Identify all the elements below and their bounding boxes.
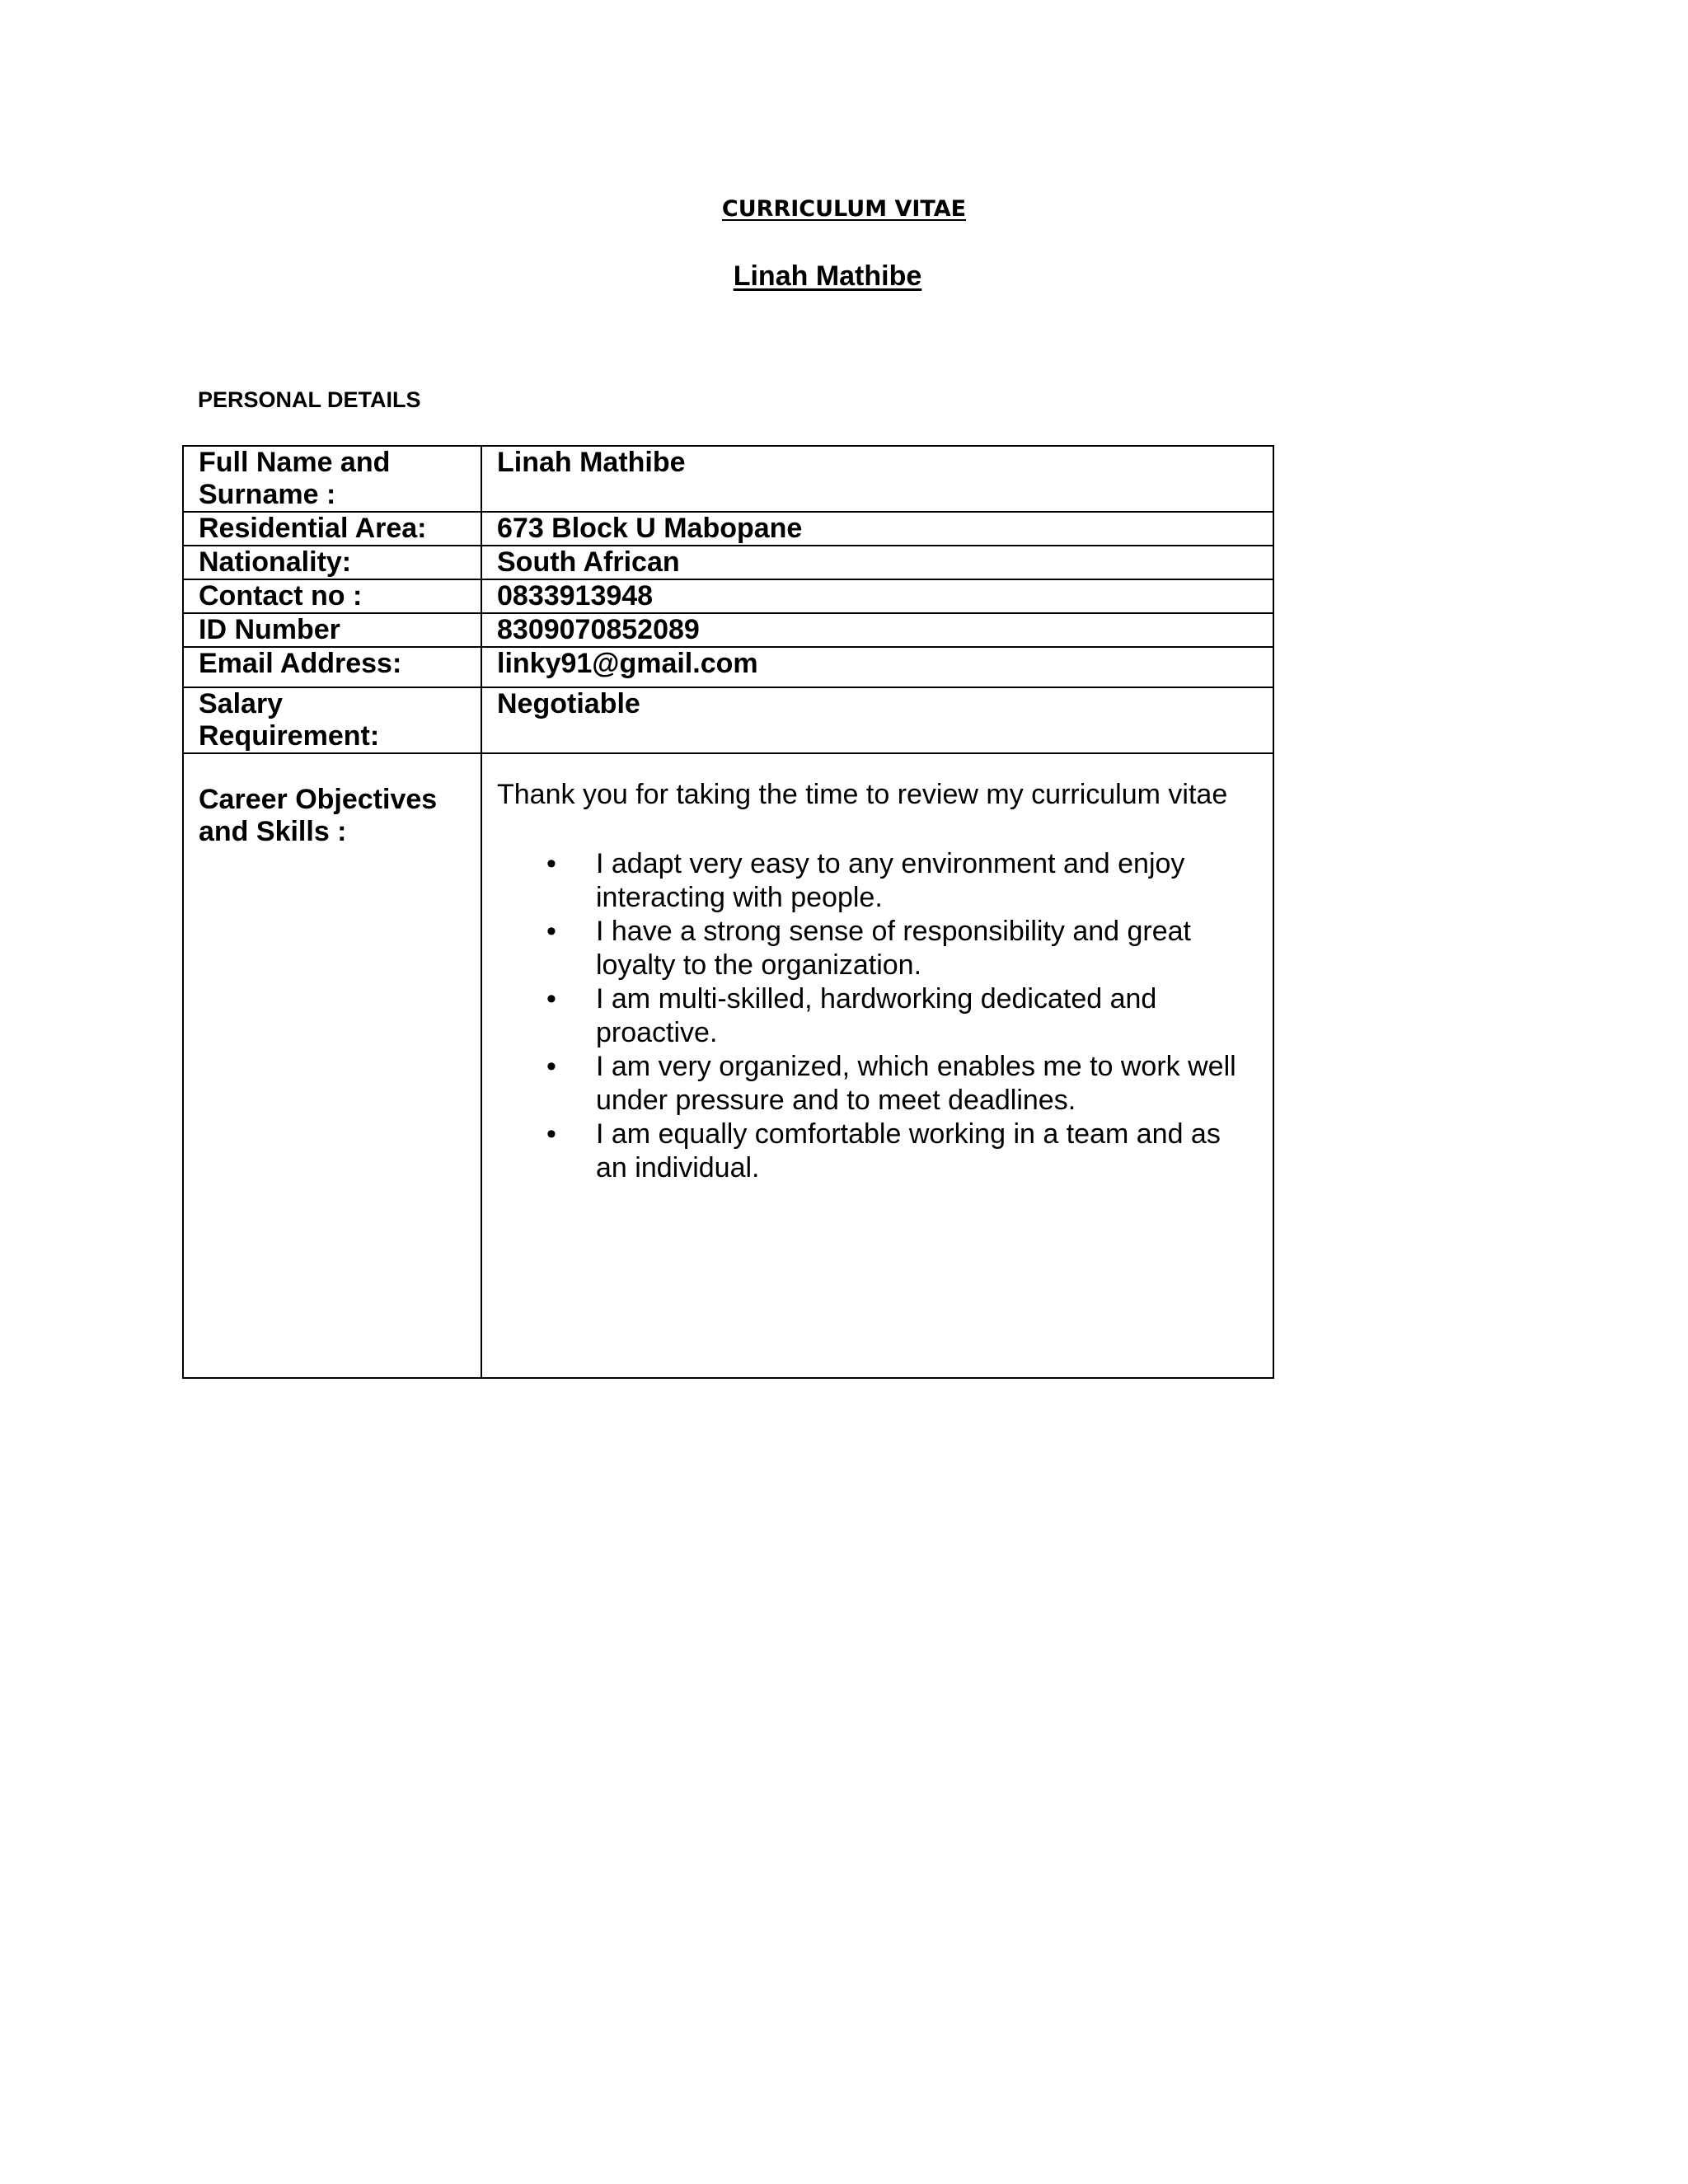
table-row xyxy=(183,613,1273,647)
skill-text: I adapt very easy to any environment and enjoy interacting with people. xyxy=(596,848,1185,913)
row-label-full-name: Full Name and Surname : xyxy=(183,446,481,512)
table-row xyxy=(183,647,1273,687)
personal-details-heading: PERSONAL DETAILS xyxy=(198,387,421,412)
table-row xyxy=(183,512,1273,546)
career-label-cell xyxy=(183,753,481,1378)
career-objectives-label: Career Objectives and Skills : xyxy=(199,784,438,847)
skill-text: I am multi-skilled, hardworking dedicated and proactive. xyxy=(596,983,1157,1048)
list-item xyxy=(497,1050,1259,1118)
list-item xyxy=(497,847,1259,915)
personal-details-table xyxy=(182,445,1274,1379)
row-value-nationality: South African xyxy=(481,546,1273,579)
row-value-full-name: Linah Mathibe xyxy=(481,446,1273,512)
bullet-icon: • xyxy=(546,1118,556,1150)
table-row xyxy=(183,446,1273,512)
career-content-cell xyxy=(481,753,1273,1378)
table-row xyxy=(183,546,1273,579)
row-value-residential-area: 673 Block U Mabopane xyxy=(481,512,1273,546)
skills-list xyxy=(497,847,1259,1185)
list-item xyxy=(497,915,1259,982)
row-label-email: Email Address: xyxy=(183,647,481,687)
skill-text: I am very organized, which enables me to work well under pressure and to meet deadlines. xyxy=(596,1051,1236,1116)
row-value-email: linky91@gmail.com xyxy=(481,647,1273,687)
bullet-icon: • xyxy=(546,848,556,879)
skill-text: I am equally comfortable working in a team and as an individual. xyxy=(596,1118,1221,1183)
list-item xyxy=(497,982,1259,1050)
row-label-salary: Salary Requirement: xyxy=(183,687,481,753)
candidate-name-heading: Linah Mathibe xyxy=(733,260,922,292)
row-value-id-number: 8309070852089 xyxy=(481,613,1273,647)
bullet-icon: • xyxy=(546,983,556,1015)
table-row xyxy=(183,687,1273,753)
row-value-salary: Negotiable xyxy=(481,687,1273,753)
skill-text: I have a strong sense of responsibility and great loyalty to the organization. xyxy=(596,916,1191,981)
table-row xyxy=(183,753,1273,1378)
row-label-nationality: Nationality: xyxy=(183,546,481,579)
row-label-id-number: ID Number xyxy=(183,613,481,647)
list-item xyxy=(497,1118,1259,1185)
bullet-icon: • xyxy=(546,1051,556,1082)
bullet-icon: • xyxy=(546,916,556,947)
row-label-contact-no: Contact no : xyxy=(183,579,481,613)
table-row xyxy=(183,579,1273,613)
row-value-contact-no: 0833913948 xyxy=(481,579,1273,613)
document-title: CURRICULUM VITAE xyxy=(721,196,967,222)
row-label-residential-area: Residential Area: xyxy=(183,512,481,546)
career-intro-text: Thank you for taking the time to review my curriculum vitae xyxy=(497,779,1228,810)
